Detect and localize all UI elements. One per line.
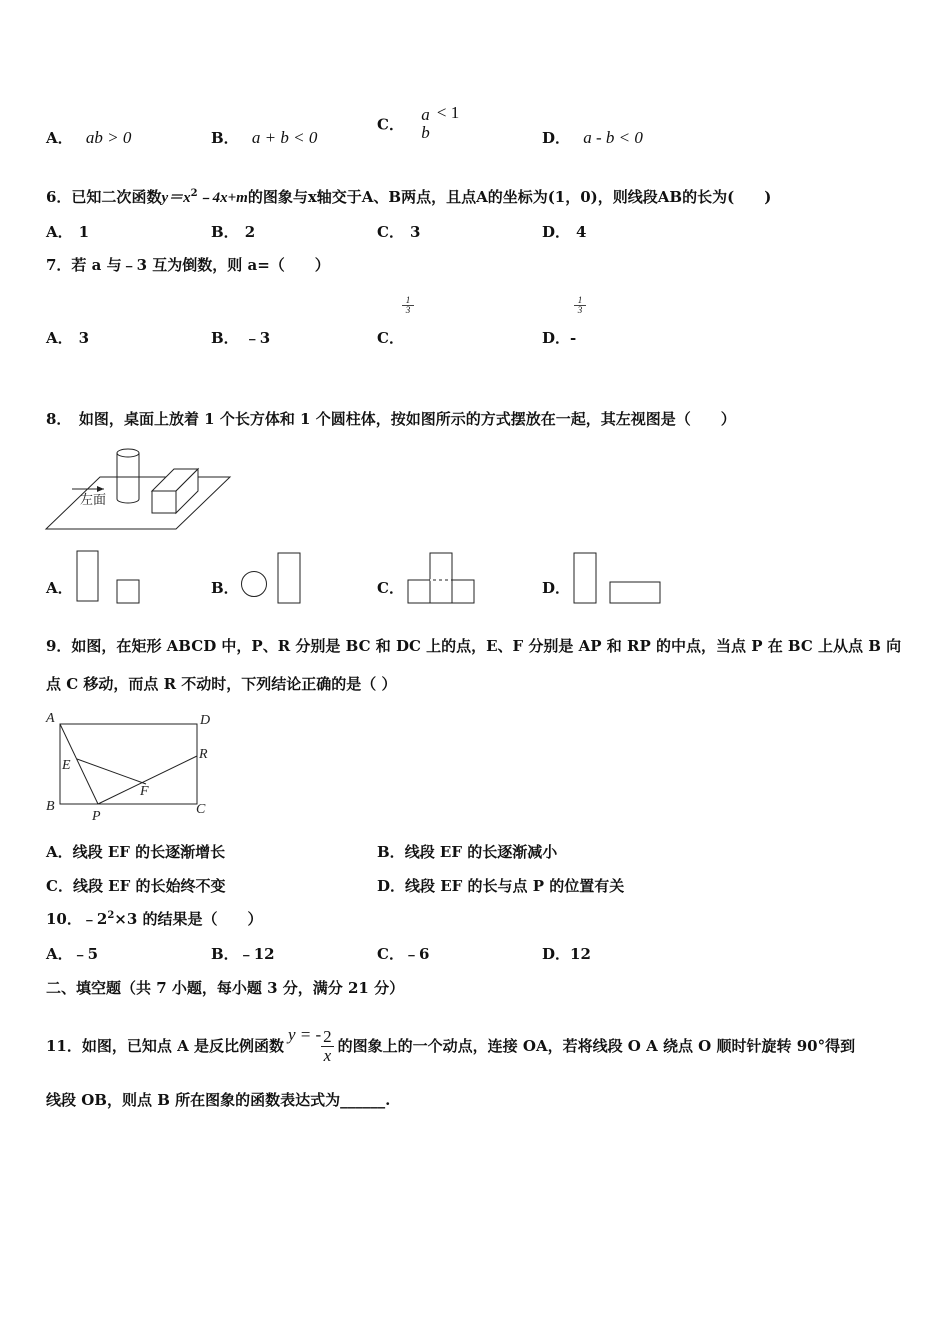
q9-option-d: D．线段 EF 的长与点 P 的位置有关 bbox=[377, 877, 625, 895]
option-expr: ab > 0 bbox=[85, 128, 132, 147]
cylinder-top bbox=[117, 449, 139, 457]
arrow-head bbox=[97, 486, 104, 492]
q8-figure bbox=[44, 445, 234, 535]
q9-stem-line1: 9．如图，在矩形 ABCD 中，P、R 分别是 BC 和 DC 上的点，E、F 分别是 AP 和 RP 的中点，当点 P 在 BC 上从点 B 向 bbox=[46, 637, 902, 655]
q8-option-b-figure bbox=[240, 552, 306, 606]
section-title: 二、填空题（共 7 小题，每小题 3 分，满分 21 分） bbox=[46, 979, 405, 997]
rect-square bbox=[117, 580, 139, 603]
rect-tall bbox=[77, 551, 98, 601]
q8-option-a: A． bbox=[46, 579, 73, 597]
rectangle-abcd bbox=[60, 724, 197, 804]
q10-option-a: A．﹣5 bbox=[46, 945, 99, 963]
q11-line2: 线段 OB，则点 B 所在图象的函数表达式为______. bbox=[46, 1091, 391, 1109]
q10-option-b: B．﹣12 bbox=[211, 945, 275, 963]
fraction-denominator: b bbox=[421, 123, 430, 142]
q6-stem: 6．已知二次函数$y=x^2﹣4x+m$的图象与x轴交于A、B两点，且点A的坐标为(1，0)，则线段AB的长为( ) bbox=[46, 188, 772, 206]
rect-tall bbox=[278, 553, 300, 603]
option-expr: a + b < 0 bbox=[251, 128, 318, 147]
option-expr-rest: < 1 bbox=[436, 103, 460, 122]
q8-stem: 8． 如图，桌面上放着 1 个长方体和 1 个圆柱体，按如图所示的方式摆放在一起，其左视图是（ ） bbox=[46, 410, 736, 428]
q7-option-d-fraction: 1 3 bbox=[574, 296, 586, 315]
option-letter: D． bbox=[542, 129, 571, 147]
option-letter: A． bbox=[46, 129, 73, 147]
label-f: F bbox=[140, 784, 149, 799]
q6-option-b: B． 2 bbox=[211, 223, 256, 241]
cylinder-bottom bbox=[117, 499, 139, 503]
option-fraction bbox=[419, 106, 432, 142]
rect-wide bbox=[610, 582, 660, 603]
q8-option-c-figure bbox=[406, 552, 478, 606]
q8-option-d: D． bbox=[542, 579, 571, 597]
label-b: B bbox=[46, 799, 55, 814]
function-fraction: $\frac{2}{x}$ bbox=[323, 1026, 332, 1065]
q6-option-c: C． 3 bbox=[377, 223, 421, 241]
q10-option-c: C．﹣6 bbox=[377, 945, 430, 963]
label-a: A bbox=[46, 711, 55, 726]
q7-option-c-fraction: 1 3 bbox=[402, 296, 414, 315]
q9-option-a: A．线段 EF 的长逐渐增长 bbox=[46, 843, 226, 861]
q8-option-b: B． bbox=[211, 579, 239, 597]
q8-option-c: C． bbox=[377, 579, 404, 597]
cuboid-front bbox=[152, 491, 176, 513]
rect-tall bbox=[574, 553, 596, 603]
q5-option-b bbox=[211, 127, 317, 148]
table-top bbox=[46, 477, 230, 529]
q9-stem-line2: 点 C 移动，而点 R 不动时，下列结论正确的是（ ） bbox=[46, 675, 397, 693]
q7-option-b: B． ﹣3 bbox=[211, 329, 271, 347]
rect-left bbox=[408, 580, 430, 603]
rect-right bbox=[452, 580, 474, 603]
q8-option-a-figure bbox=[76, 550, 144, 606]
q10-stem: 10．$﹣2^2\times 3$ 的结果是（ ） bbox=[46, 910, 263, 928]
label-e: E bbox=[62, 758, 71, 773]
q7-option-c: C． bbox=[377, 329, 404, 347]
q8-option-d-figure bbox=[572, 552, 666, 606]
rect-top bbox=[430, 553, 452, 580]
figure-label-left: 左面 bbox=[80, 493, 107, 508]
segment-ef bbox=[77, 759, 146, 784]
q7-option-d: D．- bbox=[542, 329, 577, 347]
q5-option-a bbox=[46, 127, 131, 148]
q5-option-c bbox=[377, 103, 459, 142]
q5-option-d bbox=[542, 127, 643, 148]
label-c: C bbox=[196, 802, 206, 817]
option-letter: B． bbox=[211, 129, 239, 147]
q9-option-b: B．线段 EF 的长逐渐减小 bbox=[377, 843, 558, 861]
q9-option-c: C．线段 EF 的长始终不变 bbox=[46, 877, 226, 895]
rect-middle bbox=[430, 580, 452, 603]
label-d: D bbox=[200, 713, 211, 728]
option-expr: a - b < 0 bbox=[583, 128, 643, 147]
q7-stem: 7．若 a 与﹣3 互为倒数，则 a=（ ） bbox=[46, 256, 330, 274]
q9-figure bbox=[44, 709, 219, 824]
q7-option-a: A． 3 bbox=[46, 329, 90, 347]
q6-option-a: A． 1 bbox=[46, 223, 90, 241]
fraction-numerator: a bbox=[421, 105, 430, 124]
circle bbox=[242, 572, 267, 597]
option-letter: C． bbox=[377, 115, 404, 134]
q10-option-d: D．12 bbox=[542, 945, 591, 963]
q6-option-d: D． 4 bbox=[542, 223, 587, 241]
label-r: R bbox=[199, 747, 208, 762]
q11-stem: 11．如图，已知点 A 是反比例函数y = - $\frac{2}{x}$ 的图象上的一个动点，连接 OA，若将线段 O A 绕点 O 顺时针旋转 90°得到 bbox=[46, 1025, 856, 1065]
label-p: P bbox=[92, 809, 101, 824]
function-lhs: y = - bbox=[287, 1025, 322, 1044]
